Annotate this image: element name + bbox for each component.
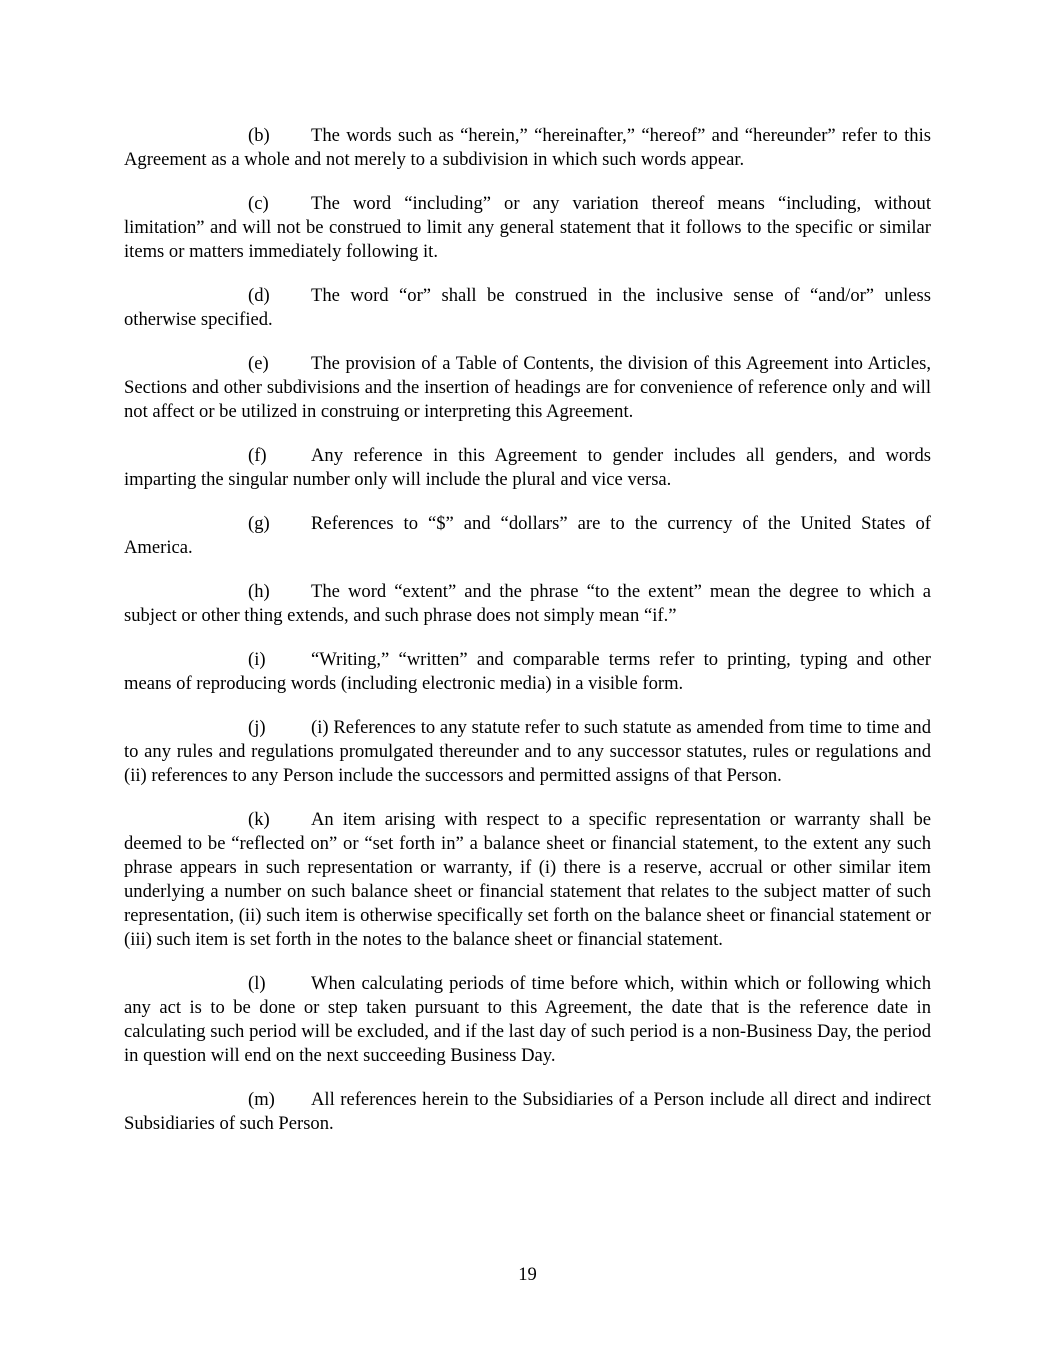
paragraph-text: (i) References to any statute refer to such statute as amended from time to time and to any rules and regulations promulgated thereunder and to any successor statutes, rules or regulations and (ii) references to any Person include the successors and permitted assigns of that Person.: [124, 717, 931, 786]
paragraph-marker: (e): [248, 353, 269, 374]
document-page: [124, 124, 931, 1156]
paragraph-marker: (h): [248, 581, 270, 602]
paragraph-marker: (j): [248, 717, 266, 738]
paragraph-c: [124, 192, 931, 264]
paragraph-text: All references herein to the Subsidiaries of a Person include all direct and indirect Subsidiaries of such Person.: [124, 1089, 931, 1134]
paragraph-text: Any reference in this Agreement to gender includes all genders, and words imparting the singular number only will include the plural and vice versa.: [124, 445, 931, 490]
paragraph-j: [124, 716, 931, 788]
paragraph-h: [124, 580, 931, 628]
paragraph-text: The provision of a Table of Contents, the division of this Agreement into Articles, Sections and other subdivisions and the insertion of headings are for convenience of reference only and will not affect or be utilized in construing or interpreting this Agreement.: [124, 353, 931, 422]
paragraph-i: [124, 648, 931, 696]
paragraph-marker: (c): [248, 193, 269, 214]
paragraph-k: [124, 808, 931, 952]
paragraph-g: [124, 512, 931, 560]
paragraph-text: The word “including” or any variation thereof means “including, without limitation” and will not be construed to limit any general statement that it follows to the specific or similar items or matters immediately following it.: [124, 193, 931, 262]
paragraph-marker: (f): [248, 445, 267, 466]
paragraph-marker: (g): [248, 513, 270, 534]
paragraph-f: [124, 444, 931, 492]
paragraph-m: [124, 1088, 931, 1136]
paragraph-e: [124, 352, 931, 424]
paragraph-marker: (m): [248, 1089, 275, 1110]
paragraph-text: References to “$” and “dollars” are to the currency of the United States of America.: [124, 513, 931, 558]
paragraph-marker: (d): [248, 285, 270, 306]
paragraph-text: “Writing,” “written” and comparable terms refer to printing, typing and other means of reproducing words (including electronic media) in a visible form.: [124, 649, 931, 694]
paragraph-text: When calculating periods of time before which, within which or following which any act is to be done or step taken pursuant to this Agreement, the date that is the reference date in calculating such period will be excluded, and if the last day of such period is a non-Business Day, the period in question will end on the next succeeding Business Day.: [124, 973, 931, 1066]
page-number: 19: [518, 1264, 537, 1285]
paragraph-text: The words such as “herein,” “hereinafter,” “hereof” and “hereunder” refer to this Agreement as a whole and not merely to a subdivision in which such words appear.: [124, 125, 931, 170]
paragraph-text: The word “or” shall be construed in the inclusive sense of “and/or” unless otherwise specified.: [124, 285, 931, 330]
paragraph-marker: (k): [248, 809, 270, 830]
paragraph-marker: (i): [248, 649, 266, 670]
paragraph-text: An item arising with respect to a specific representation or warranty shall be deemed to be “reflected on” or “set forth in” a balance sheet or financial statement, to the extent any such phrase appears in such representation or warranty, if (i) there is a reserve, accrual or other similar item underlying a number on such balance sheet or financial statement that relates to the subject matter of such representation, (ii) such item is otherwise specifically set forth on the balance sheet or financial statement or (iii) such item is set forth in the notes to the balance sheet or financial statement.: [124, 809, 931, 950]
paragraph-marker: (b): [248, 125, 270, 146]
paragraph-text: The word “extent” and the phrase “to the extent” mean the degree to which a subject or other thing extends, and such phrase does not simply mean “if.”: [124, 581, 931, 626]
paragraph-marker: (l): [248, 973, 266, 994]
paragraph-d: [124, 284, 931, 332]
paragraph-l: [124, 972, 931, 1068]
paragraph-b: [124, 124, 931, 172]
